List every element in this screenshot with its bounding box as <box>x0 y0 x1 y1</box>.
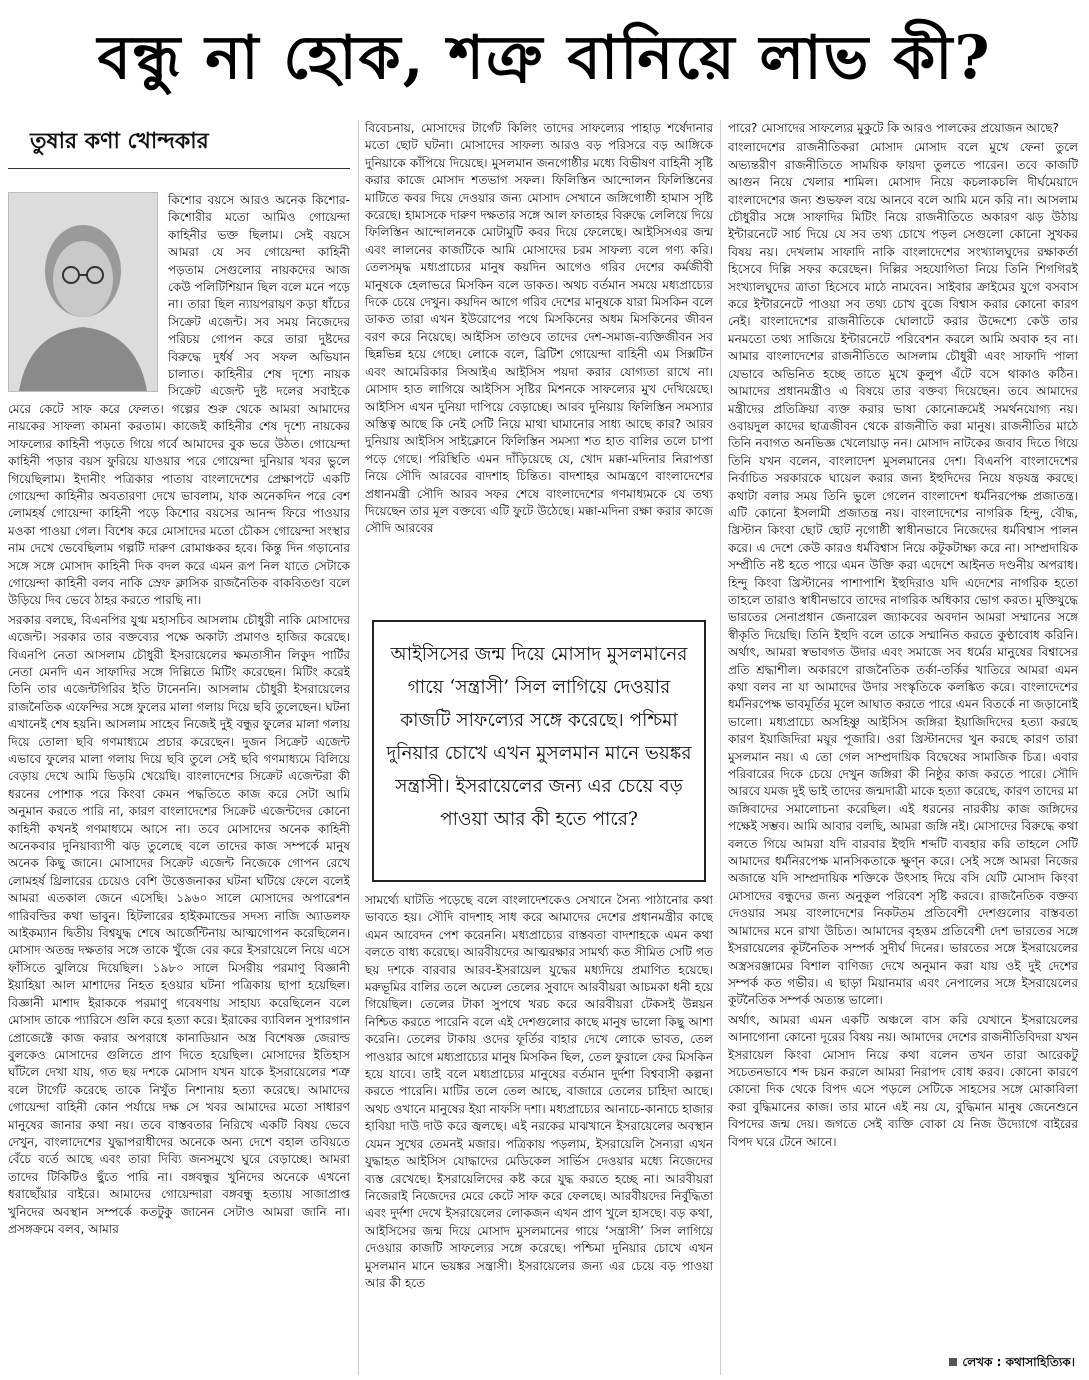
byline: তুষার কণা খোন্দকার <box>30 128 209 154</box>
paragraph: বিবেচনায়, মোসাদের টার্গেট কিলিং তাদের সাফল্যের পাহাড় শর্ষেদানার মতো ছোট ঘটনা। মোসাদের সাফল্য আরও বড় পরিসরে বড় আঙ্গিকে দুনিয়াকে কাঁপিয়ে দিয়েছে। মুসলমান জনগোষ্ঠীর মধ্যে বিভীষণ বাহিনী সৃষ্টি করার কাজে মোসাদ শতভাগ সফল। ফিলিস্তিন আন্দোলন ফিলিস্তিনের মাটিতে কবর দিয়ে দেওয়ার জন্য মোসাদ সেখানে জঙ্গিগোষ্ঠী হামাস সৃষ্টি করেছে। হামাসকে দারুণ দক্ষতার সঙ্গে আল ফাতাহর বিরুদ্ধে লেলিয়ে দিয়ে ফিলিস্তিন আন্দোলনকে মোটামুটি কবর দিয়ে ফেলেছে। আইসিসএর জন্ম এবং লালনের কাজটিকে আমি মোসাদের চরম সাফল্য বলে গণ্য করি। তেলসমৃদ্ধ মধ্যপ্রাচ্যের মানুষ কয়দিন আগেও গরিব দেশের কর্মজীবী মানুষকে হেলাভরে মিসকিন বলে ডাকত। অথচ বর্তমান সময়ে মধ্যপ্রাচ্যের দিকে চেয়ে দেখুন। কয়দিন আগে গরিব দেশের মানুষকে যারা মিসকিন বলে ডাকত তারা এখন ইউরোপের পথে মিসকিনের অধম মিসকিনের জীবন বরণ করে নিয়েছে। আইসিস তাণ্ডবে তাদের দেশ-সমাজ-ব্যক্তিজীবন সব ছিন্নভিন্ন হয়ে গেছে। লোকে বলে, ব্রিটিশ গোয়েন্দা বাহিনী এম সিক্সটিন এবং আমেরিকার সিআইএ আইসিস পয়দা করার যোগ্যতা রাখে না। মোসাদ হাত লাগিয়ে আইসিস সৃষ্টির মিশনকে সাফল্যের মুখ দেখিয়েছে। আইসিস এখন দুনিয়া দাপিয়ে বেড়াচ্ছে। আরব দুনিয়ায় ফিলিস্তিন সমস্যার অস্তিত্ব আছে কি নেই সেটি নিয়ে মাথা ঘামানোর সাধ্য আছে কার? আরব দুনিয়ায় আইসিস সাইক্লোনে ফিলিস্তিন সমস্যা শত হাত বালির তলে চাপা পড়ে গেছে। পরিস্থিতি এমন দাঁড়িয়েছে যে, খোদ মক্কা-মদিনার নিরাপত্তা নিয়ে সৌদি আরবের বাদশাহ চিন্তিত। বাদশাহর আমন্ত্রণে বাংলাদেশের প্রধানমন্ত্রী সৌদি আরব সফর শেষে বাংলাদেশের গণমাধ্যমকে যে তথ্য দিয়েছেন তার মূল বক্তব্যে এটি ফুটে উঠেছে। মক্কা-মদিনা রক্ষা করার কাজে সৌদি আরবের <box>365 121 713 536</box>
paragraph: সরকার বলছে, বিএনপির যুগ্ম মহাসচিব আসলাম চৌধুরী নাকি মোসাদের এজেন্ট। সরকার তার বক্তব্যের পক্ষে অকাট্য প্রমাণও হাজির করেছে। বিএনপি নেতা আসলাম চৌধুরী ইসরায়েলের ক্ষমতাসীন লিকুদ পার্টির নেতা মেনদি এন সাফাদির সঙ্গে দিল্লিতে মিটিং করেছেন। মিটিং করেই তিনি তার এজেন্টগিরির ইতি টানেননি। আসলাম চৌধুরী ইসরায়েলের রাজনৈতিক এফেন্দির সঙ্গে ফুলের মালা গলায় দিয়ে ছবি তুলেছেন। ঘটনা এখানেই শেষ হয়নি। আসলাম সাহেব নিজেই দুই বন্ধুর ফুলের মালা গলায় দিয়ে তোলা ছবি গণমাধ্যমে প্রচার করেছেন। দুজন সিক্রেট এজেন্ট এভাবে ফুলের মালা গলায় দিয়ে ছবি তুলে সেই ছবি গণমাধ্যমে বিলিয়ে বেড়ায় দেখে আমি ভিড়মি খেয়েছি। বাংলাদেশের সিক্রেট এজেন্টরা কী ধরনের পোশাক পরে কিংবা কেমন পদ্ধতিতে কাজ করে সেটা আমি অনুমান করতে পারি না, কারণ বাংলাদেশের সিক্রেট এজেন্টদের কোনো কাহিনী কখনই গণমাধ্যমে আসে না। তবে মোসাদের অনেক কাহিনী অনেকবার দুনিয়াব্যাপী ঝড় তুলেছে বলে তাদের কাজ সম্পর্কে মানুষ অনেক কিছু জানে। মোসাদের সিক্রেট এজেন্ট নিজেকে গোপন রেখে লোমহর্ষ থ্রিলারের চেয়েও বেশি উত্তেজনাকর ঘটনা ঘটিয়ে ফেলে বলেই আমরা এতকাল জেনে এসেছি। ১৯৬০ সালে মোসাদের অপারেশন গারিবল্ডির কথা ভাবুন। হিটলারের হাইকমান্ডের সদস্য নাজি অ্যাডলফ আইকম্যান দ্বিতীয় বিশ্বযুদ্ধ শেষে আর্জেন্টিনায় আত্মগোপন করেছিলেন। মোসাদ অতন্দ্র দক্ষতার সঙ্গে তাকে খুঁজে বের করে ইসরায়েলে নিয়ে এসে ফাঁসিতে ঝুলিয়ে দিয়েছিল। ১৯৮০ সালে মিসরীয় পরমাণু বিজ্ঞানী ইয়াহিয়া আল মাশাদের নিহত হওয়ার ঘটনা পত্রিকায় ছাপা হয়েছিল। বিজ্ঞানী মাশাদ ইরাককে পরমাণু গবেষণায় সাহায্য করেছিলেন বলে মোসাদ তাকে প্যারিসে গুলি করে হত্যা করে। ইরাকের ব্যাবিলন সুপারগান প্রোজেক্টে কাজ করার অপরাধে কানাডিয়ান অস্ত্র বিশেষজ্ঞ জেরাল্ড বুলকেও মোসাদের গুলিতে প্রাণ দিতে হয়েছিল। মোসাদের ইতিহাস ঘাঁটলে দেখা যায়, গত ছয় দশকে মোসাদ যখন যাকে ইসরায়েলের শত্রু বলে টার্গেট করেছে তাকে নিখুঁত নিশানায় হত্যা করেছে। আমাদের গোয়েন্দা বাহিনী কোন পর্যায়ে দক্ষ সে খবর আমাদের মতো সাধারণ মানুষের জানার কথা নয়। তবে বাস্তবতার নিরিখে একটি বিষয় ভেবে দেখুন, বাংলাদেশের যুদ্ধাপরাধীদের অনেকে অন্য দেশে বহাল তবিয়তে বেঁচে বর্তে আছে এবং তারা দিব্যি জনসমুখে ঘুরে বেড়াচ্ছে। আমরা তাদের টিকিটিও ছুঁতে পারি না। বঙ্গবন্ধুর খুনিদের অনেকে এখনো ধরাছোঁয়ার বাইরে। আমাদের গোয়েন্দারা বঙ্গবন্ধু হত্যায় সাজাপ্রাপ্ত খুনিদের অবস্থান সম্পর্কে কতটুকু জানেন সেটাও আমরা জানি না। প্রসঙ্গক্রমে বলব, আমার <box>8 612 350 1236</box>
paragraph: কিশোর বয়সে আরও অনেক কিশোর-কিশোরীর মতো আমিও গোয়েন্দা কাহিনীর ভক্ত ছিলাম। সেই বয়সে আমরা যে সব গোয়েন্দা কাহিনী পড়তাম সেগুলোর নায়কদের আজ কেউ পলিটিশিয়ান ছিল বলে মনে পড়ে না। তারা ছিল ন্যায়পরায়ণ কড়া ধাঁচের সিক্রেট এজেন্ট। সব সময় নিজেদের পরিচয় গোপন করে তারা দুষ্টদের বিরুদ্ধে দুর্ধর্ষ সব সফল অভিযান চালাত। কাহিনীর শেষ দৃশ্যে নায়ক সিক্রেট এজেন্ট দুষ্ট দলের সবাইকে মেরে কেটে সাফ করে ফেলত। গল্পের শুরু থেকে আমরা আমাদের নায়কের সাফল্য কামনা করতাম। কাজেই কাহিনীর শেষ দৃশ্যে নায়কের সাফল্যের কাহিনী পড়তে গিয়ে গর্বে আমাদের বুক ভরে উঠত। গোয়েন্দা কাহিনী পড়ার বয়স ফুরিয়ে যাওয়ার পরে গোয়েন্দা দুনিয়ার খবর ভুলে গিয়েছিলাম। ইদানীং পত্রিকার পাতায় বাংলাদেশের প্রেক্ষাপটে একটি গোয়েন্দা কাহিনীর অবতারণা দেখে ভাবলাম, যাক অনেকদিন পরে বেশ লোমহর্ষ গোয়েন্দা কাহিনী পড়ে কিশোর বয়সের আনন্দ ফিরে পাওয়ার মওকা পাওয়া গেল। বিশেষ করে মোসাদের মতো চৌকস গোয়েন্দা সংস্থার নাম দেখে ভেবেছিলাম গল্পটি দারুণ রোমাঞ্চকর হবে। কিন্তু দিন গড়ানোর সঙ্গে সঙ্গে মোসাদ কাহিনী দিক বদল করে এমন রূপ নিল যাতে সেটাকে গোয়েন্দা কাহিনী বলব নাকি স্রেফ ক্লাসিক রাজনৈতিক বাকবিতণ্ডা বলে উড়িয়ে দিব ভেবে ঠাহর করতে পারছি না। <box>8 193 350 608</box>
article-column-3 <box>728 120 1078 1355</box>
author-photo <box>8 192 158 392</box>
article-column-1 <box>8 192 350 1372</box>
credit-text: লেখক : কথাসাহিত্যিক। <box>962 1355 1075 1369</box>
portrait-icon <box>9 193 157 391</box>
column-divider <box>720 120 721 1375</box>
column-divider <box>358 120 359 1375</box>
paragraph: বাংলাদেশের রাজনীতিকরা মোসাদ মোসাদ বলে মুখে ফেনা তুলে অভ্যন্তরীণ রাজনীতিতে সাময়িক ফায়দা তুলতে পারেন। তবে কাজটি আগুন নিয়ে খেলার শামিল। মোসাদ নিয়ে কচলাকচলি দীর্ঘমেয়াদে বাংলাদেশের জন্য শুভফল বয়ে আনবে বলে আমি মনে করি না। আসলাম চৌধুরীর সঙ্গে সাফাদির মিটিং নিয়ে রাজনীতিতে অকারণ ঝড় উঠায় ইন্টারনেটে সার্চ দিয়ে যে সব তথ্য চোখে পড়ল সেগুলো কোনো সুখকর বিষয় নয়। দেখলাম সাফাদি নাকি বাংলাদেশের সংখ্যালঘুদের রক্ষাকর্তা হিসেবে দিল্লি সফর করেছেন। দিল্লির সহযোগিতা নিয়ে তিনি শিগগিরই সংখ্যালঘুদের ত্রাতা হিসেবে মাঠে নামবেন। সাইবার ক্রাইমের যুগে বসবাস করে ইন্টারনেটে পাওয়া সব তথ্য চোখ বুজে বিশ্বাস করার কোনো কারণ নেই। বাংলাদেশের রাজনীতিকে ঘোলাটে করার উদ্দেশ্যে কেউ তার মনমতো তথ্য সাজিয়ে ইন্টারনেটে পরিবেশন করলে আমি অবাক হব না। আমার বাংলাদেশের রাজনীতিতে আসলাম চৌধুরী এবং সাফাদি পালা যেভাবে অভিনিত হচ্ছে তাতে মুখে কুলুপ এঁটে বসে থাকাও কঠিন। আমাদের প্রধানমন্ত্রীও এ বিষয়ে তার বক্তব্য দিয়েছেন। তবে আমাদের মন্ত্রীদের প্রতিক্রিয়া ব্যক্ত করার ভাষা কোনোক্রমেই সমর্থনযোগ্য নয়। ওবায়দুল কাদের ছাত্রজীবন থেকে রাজনীতি করা মানুষ। রাজনীতির মাঠে তিনি নবাগত অনভিজ্ঞ খেলোয়াড় নন। মোসাদ নাটকের জবাব দিতে গিয়ে তিনি যখন বলেন, বাংলাদেশ মুসলমানের দেশ। বিএনপি বাংলাদেশের নির্বাচিত সরকারকে ঘায়েল করার জন্য ইহুদিদের নিয়ে ষড়যন্ত্র করছে। কথাটা বলার সময় তিনি ভুলে গেলেন বাংলাদেশ ধর্মনিরপেক্ষ প্রজাতন্ত্র। এটি কোনো ইসলামী প্রজাতন্ত্র নয়। বাংলাদেশের নাগরিক হিন্দু, বৌদ্ধ, খ্রিস্টান কিংবা ছোট ছোট নৃগোষ্ঠী স্বাধীনভাবে নিজেদের ধর্মবিশ্বাস পালন করে। এ দেশে কেউ কারও ধর্মবিশ্বাস নিয়ে কটূকটাক্ষ্য করে না। সাম্প্রদায়িক সম্প্রীতি নষ্ট হতে পারে এমন উক্তি করা এদেশে আইনত দণ্ডনীয় অপরাধ। হিন্দু কিংবা খ্রিস্টানের পাশাপাশি ইহুদিরাও যদি এদেশের নাগরিক হতো তাহলে তারাও স্বাধীনভাবে তাদের নাগরিক অধিকার ভোগ করত। মুক্তিযুদ্ধে ভারতের সেনাপ্রধান জেনারেল জ্যাকবের অবদান আমরা সম্মানের সঙ্গে স্বীকৃতি দিয়েছি। তিনি ইহুদি বলে তাকে সম্মানিত করতে কুণ্ঠাবোধ করিনি। অর্থাৎ, আমরা স্বভাবগত উদার এবং সমাজে সব ধর্মের মানুষের বিশ্বাসের প্রতি শ্রদ্ধাশীল। অকারণে রাজনৈতিক তর্কা-তর্কির খাতিরে আমরা এমন কথা বলব না যা আমাদের উদার সংস্কৃতিকে কলঙ্কিত করে। বাংলাদেশের ধর্মনিরপেক্ষ ভাবমূর্তির মূলে আঘাত করতে পারে এমন বিতর্কে না জড়ানোই ভালো। মধ্যপ্রাচ্যে অসহিষ্ণু আইসিস জঙ্গিরা ইয়াজিদিদের হত্যা করছে কারণ ইয়াজিদিরা ময়ূর পূজারি। ওরা খ্রিস্টানদের খুন করছে কারণ তারা মুসলমান নয়। এ তো গেল সাম্প্রদায়িক বিদ্বেষের সামাজিক চিত্র। এবার পরিবারের দিকে চেয়ে দেখুন জঙ্গিরা কী নিষ্ঠুর কাজ করতে পারে। সৌদি আরবে যমজ দুই ভাই তাদের জন্মদাত্রী মাকে হত্যা করেছে, কারণ তাদের মা জঙ্গিবাদের সমালোচনা করেছিল। এই ধরনের নারকীয় কাজ জঙ্গিদের পক্ষেই সম্ভব। আমি আবার বলছি, আমরা জঙ্গি নই। মোসাদের বিরুদ্ধে কথা বলতে গিয়ে আমরা যদি বারবার ইহুদি শব্দটি ব্যবহার করি তাহলে সেটি আমাদের ধর্মনিরপেক্ষ মানসিকতাকে ক্ষুণ্ন করে। সেই সঙ্গে আমরা নিজের অজান্তে যদি সাম্প্রদায়িক শক্তিকে উৎসাহ দিয়ে বসি যেটি মোসাদ কিংবা মোসাদের বন্ধুদের জন্য অনুকূল পরিবেশ সৃষ্টি করবে। রাজনৈতিক বক্তব্য দেওয়ার সময় বাংলাদেশের নিকটতম প্রতিবেশী দেশগুলোর বাস্তবতা আমাদের মনে রাখা উচিত। আমাদের বৃহত্তম প্রতিবেশী দেশ ভারতের সঙ্গে ইসরায়েলের কূটনৈতিক সম্পর্ক সুদীর্ঘ দিনের। ভারতের সঙ্গে ইসরায়েলের অস্ত্রসরঞ্জামের বিশাল বাণিজ্য দেখে অনুমান করা যায় ওই দুই দেশের সম্পর্ক কত গভীর। এ ছাড়া মিয়ানমার এবং নেপালের সঙ্গে ইসরায়েলের কূটনৈতিক সম্পর্ক অত্যন্ত ভালো। <box>728 140 1078 1008</box>
author-credit <box>949 1354 1075 1374</box>
paragraph: সামর্থ্যে ঘাটতি পড়েছে বলে বাংলাদেশকেও সেখানে সৈন্য পাঠানোর কথা ভাবতে হয়। সৌদি বাদশাহ সাধ করে আমাদের দেশের প্রধানমন্ত্রীর কাছে এমন আবেদন পেশ করেননি। মধ্যপ্রাচ্যের বাস্তবতা বাদশাহকে এমন কথা বলতে বাধ্য করেছে। আরবীয়দের আত্মরক্ষার সামর্থ্য কত সীমিত সেটি গত ছয় দশকে বারবার আরব-ইসরায়েল যুদ্ধের মধ্যদিয়ে প্রমাণিত হয়েছে। মরুভূমির বালির তলে অঢেল তেলের সুবাদে আরবীয়রা আচমকা ধনী হয়ে গিয়েছিল। তেলের টাকা সুপথে খরচ করে আরবীয়রা টেকসই উন্নয়ন নিশ্চিত করতে পারেনি বলে এই দেশগুলোর কাছে মানুষ ভালো কিছু আশা করেনি। তেলের টাকায় ওদের ফূর্তির বাহার দেখে লোকে ভাবত, তেল পাওয়ার আগে মধ্যপ্রাচ্যের মানুষ মিসকিন ছিল, তেল ফুরালে ফের মিসকিন হয়ে যাবে। তাই বলে মধ্যপ্রাচ্যের মানুষের বর্তমান দুর্দশা বিশ্ববাসী কল্পনা করতে পারেনি। মাটির তলে তেল আছে, বাজারে তেলের চাহিদা আছে। অথচ ওখানে মানুষের ইয়া নাফসি দশা। মধ্যপ্রাচ্যের আনাচে-কানাচে হাজার হাবিয়া দাউ দাউ করে জ্বলছে। এই নরকের মাঝখানে ইসরায়েলের অবস্থান যেমন সুখের তেমনই মজার। পত্রিকায় পড়লাম, ইসরায়েলি সৈন্যরা এখন যুদ্ধাহত আইসিস যোদ্ধাদের মেডিকেল সার্ভিস দেওয়ার মধ্যে নিজেদের ব্যস্ত রেখেছে। ইসরায়েলিদের কষ্ট করে যুদ্ধ করতে হচ্ছে না। আরবীয়রা নিজেরাই নিজেদের মেরে কেটে সাফ করে ফেলছে। আরবীয়দের নির্বুদ্ধিতা এবং দুর্দশা দেখে ইসরায়েলের লোকজন এখন প্রাণ খুলে হাসছে। বড় কথা, আইসিসের জন্ম দিয়ে মোসাদ মুসলমানের গায়ে ‘সন্ত্রাসী’ সিল লাগিয়ে দেওয়ার কাজটি সাফল্যের সঙ্গে করেছে। পশ্চিমা দুনিয়ার চোখে এখন মুসলমান মানে ভয়ঙ্কর সন্ত্রাসী। ইসরায়েলের জন্য এর চেয়ে বড় পাওয়া আর কী হতে <box>365 893 713 1290</box>
square-bullet-icon <box>949 1358 957 1366</box>
byline-divider <box>8 168 350 169</box>
pullquote: আইসিসের জন্ম দিয়ে মোসাদ মুসলমানের গায়ে ‘সন্ত্রাসী’ সিল লাগিয়ে দেওয়ার কাজটি সাফল্যের সঙ্গে করেছে। পশ্চিমা দুনিয়ার চোখে এখন মুসলমান মানে ভয়ঙ্কর সন্ত্রাসী। ইসরায়েলের জন্য এর চেয়ে বড় পাওয়া আর কী হতে পারে? <box>372 620 706 882</box>
paragraph: পারে? মোসাদের সাফল্যের মুকুটে কি আরও পালকের প্রয়োজন আছে? <box>728 121 1059 135</box>
headline: বন্ধু না হোক, শত্রু বানিয়ে লাভ কী? <box>97 23 992 93</box>
paragraph: অর্থাৎ, আমরা এমন একটি অঞ্চলে বাস করি যেখানে ইসরায়েলের আনাগোনা কোনো দূরের বিষয় নয়। আমাদের দেশের রাজনীতিবিদরা যখন ইসরায়েল কিংবা মোসাদ নিয়ে কথা বলেন তখন তারা আরেকটু সচেতনভাবে শব্দ চয়ন করলে আমরা নিরাপদ বোধ করব। কোনো কারণে কোনো দিক থেকে বিপদ এসে পড়লে সেটিকে সাহসের সঙ্গে মোকাবিলা করা বুদ্ধিমানের কাজ। তার মানে এই নয় যে, বুদ্ধিমান মানুষ জেনেশুনে বিপদের জন্ম দেয়। জগতে সেই ব্যক্তি বোকা যে নিজ উদ্যোগে বাইরের বিপদ ঘরে টেনে আনে। <box>728 1012 1078 1149</box>
